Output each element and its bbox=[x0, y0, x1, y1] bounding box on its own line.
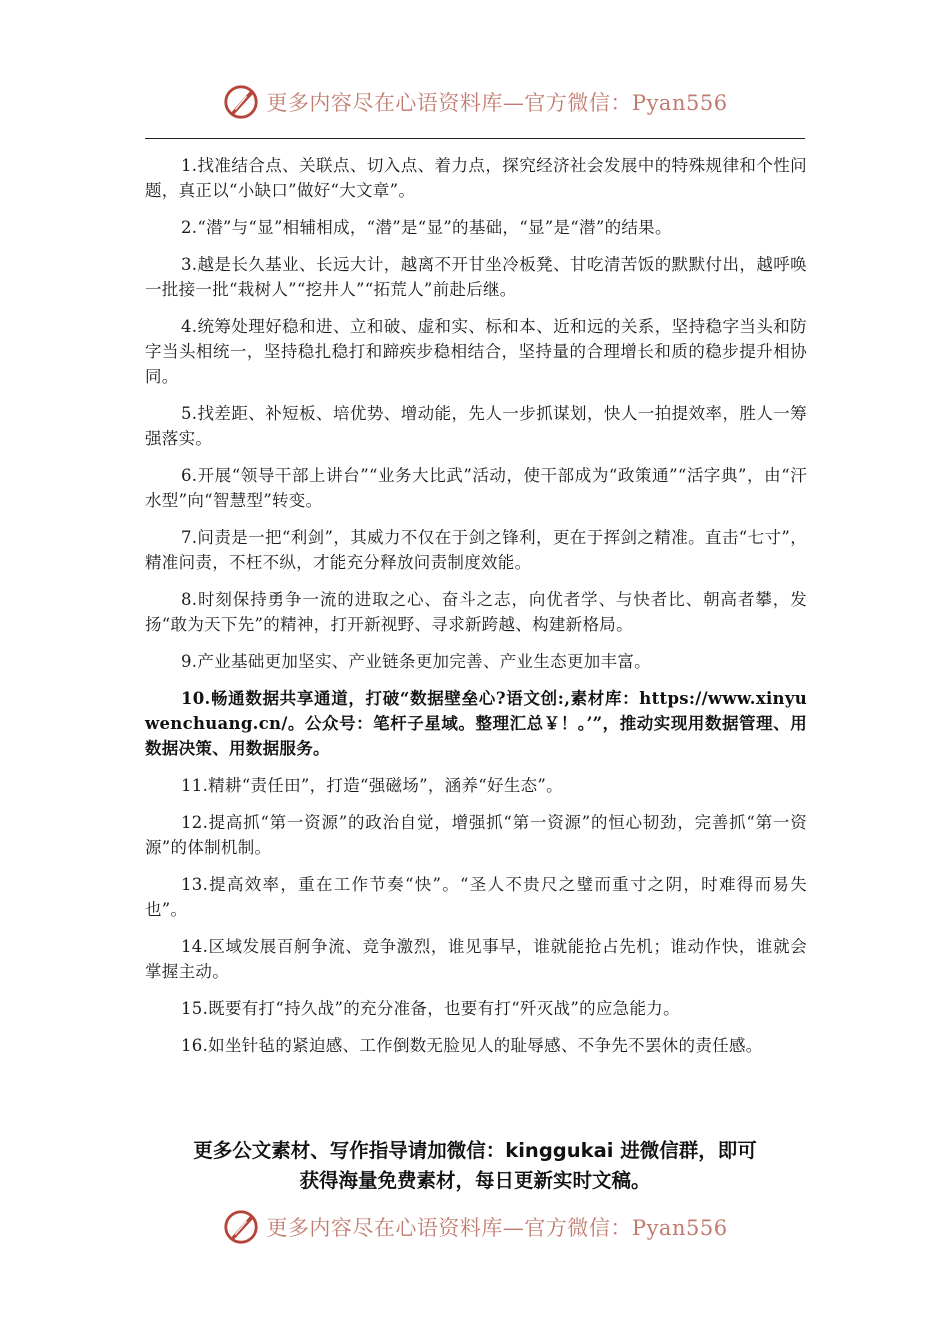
paragraph-12: 12.提高抓“第一资源”的政治自觉，增强抓“第一资源”的恒心韧劲，完善抓“第一资源”的体制机制。 bbox=[145, 813, 807, 857]
header-divider bbox=[145, 138, 805, 139]
footer-promo-line-1: 更多公文素材、写作指导请加微信：kinggukai 进微信群，即可 bbox=[193, 1139, 757, 1162]
header-banner-text: 更多内容尽在心语资料库—官方微信：Pyan556 bbox=[266, 91, 728, 115]
header-banner bbox=[0, 82, 950, 122]
paragraph-10: 10.畅通数据共享通道，打破“数据壁垒心?语文创:,素材库：https://www.xinyuwenchuang.cn/。公众号：笔杆子星域。整理汇总￥！。’”，推动实现用数据管理、用数据决策、用数据服务。 bbox=[145, 689, 807, 758]
quill-pen-logo-icon bbox=[222, 1208, 260, 1246]
footer-banner bbox=[0, 1207, 950, 1247]
footer-banner-text: 更多内容尽在心语资料库—官方微信：Pyan556 bbox=[266, 1216, 728, 1240]
paragraph-11: 11.精耕“责任田”，打造“强磁场”，涵养“好生态”。 bbox=[181, 776, 563, 795]
paragraph-5: 5.找差距、补短板、培优势、增动能，先人一步抓谋划，快人一拍提效率，胜人一筹强落实。 bbox=[145, 404, 807, 448]
footer-promo-note bbox=[120, 1136, 830, 1196]
paragraph-2: 2.“潜”与“显”相辅相成，“潜”是“显”的基础，“显”是“潜”的结果。 bbox=[181, 218, 672, 237]
paragraph-13: 13.提高效率，重在工作节奏“快”。“圣人不贵尺之璧而重寸之阴，时难得而易失也”。 bbox=[145, 875, 807, 919]
paragraph-15: 15.既要有打“持久战”的充分准备，也要有打“歼灭战”的应急能力。 bbox=[181, 999, 680, 1018]
paragraph-7: 7.问责是一把“利剑”，其威力不仅在于剑之锋利，更在于挥剑之精准。直击“七寸”，精准问责，不枉不纵，才能充分释放问责制度效能。 bbox=[145, 528, 807, 572]
paragraph-16: 16.如坐针毡的紧迫感、工作倒数无脸见人的耻辱感、不争先不罢休的责任感。 bbox=[181, 1036, 763, 1055]
document-body bbox=[145, 153, 807, 1070]
paragraph-4: 4.统筹处理好稳和进、立和破、虚和实、标和本、近和远的关系，坚持稳字当头和防字当头相统一，坚持稳扎稳打和蹄疾步稳相结合，坚持量的合理增长和质的稳步提升相协同。 bbox=[145, 317, 807, 386]
paragraph-3: 3.越是长久基业、长远大计，越离不开甘坐冷板凳、甘吃清苦饭的默默付出，越呼唤一批接一批“栽树人”“挖井人”“拓荒人”前赴后继。 bbox=[145, 255, 807, 299]
paragraph-6: 6.开展“领导干部上讲台”“业务大比武”活动，使干部成为“政策通”“活字典”，由“汗水型”向“智慧型”转变。 bbox=[145, 466, 807, 510]
paragraph-1: 1.找准结合点、关联点、切入点、着力点，探究经济社会发展中的特殊规律和个性问题，真正以“小缺口”做好“大文章”。 bbox=[145, 156, 807, 200]
footer-promo-line-2: 获得海量免费素材，每日更新实时文稿。 bbox=[299, 1169, 651, 1192]
paragraph-9: 9.产业基础更加坚实、产业链条更加完善、产业生态更加丰富。 bbox=[181, 652, 651, 671]
paragraph-8: 8.时刻保持勇争一流的进取之心、奋斗之志，向优者学、与快者比、朝高者攀，发扬“敢为天下先”的精神，打开新视野、寻求新跨越、构建新格局。 bbox=[145, 590, 807, 634]
quill-pen-logo-icon bbox=[222, 83, 260, 121]
paragraph-14: 14.区域发展百舸争流、竞争激烈，谁见事早，谁就能抢占先机；谁动作快，谁就会掌握主动。 bbox=[145, 937, 807, 981]
